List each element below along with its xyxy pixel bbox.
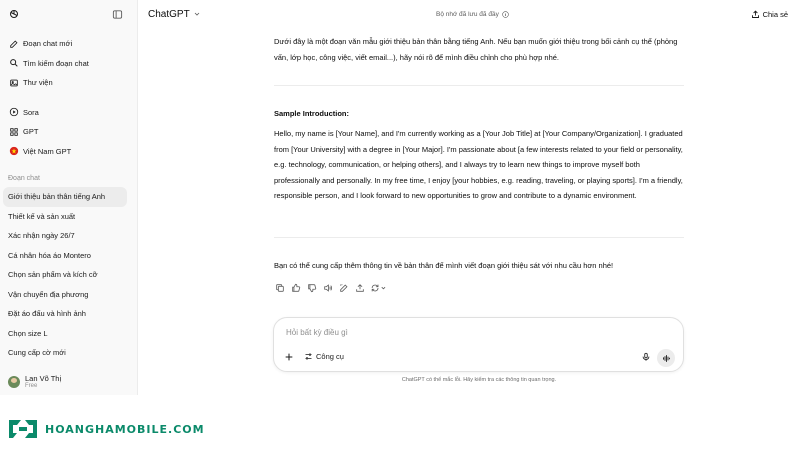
sample-heading: Sample Introduction: (274, 109, 349, 118)
assistant-closing-text: Bạn có thể cung cấp thêm thông tin về bản thân để mình viết đoạn giới thiệu sát với nhu cầu hơn nhé! (274, 261, 614, 270)
brand-logo-icon (6, 418, 40, 440)
library-icon (8, 78, 19, 88)
waveform-icon (662, 354, 671, 363)
chat-item-label: Chọn size L (8, 328, 48, 338)
chat-item[interactable] (0, 285, 137, 305)
microphone-icon[interactable] (641, 352, 651, 362)
message-actions (274, 282, 386, 293)
sidebar-item-label: GPT (23, 127, 39, 137)
share-button[interactable] (751, 10, 788, 19)
chat-item-label: Đặt áo đấu và hình ảnh (8, 309, 86, 319)
composer-input[interactable]: Hỏi bất kỳ điều gì (286, 328, 348, 337)
divider (274, 237, 684, 238)
grid-icon (8, 127, 19, 137)
chats-section-label: Đoạn chat (8, 174, 40, 182)
speaker-icon[interactable] (322, 282, 333, 293)
model-selector[interactable] (148, 9, 201, 20)
sidebar-item-label: Sora (23, 107, 39, 117)
edit-canvas-icon[interactable] (338, 282, 349, 293)
user-profile[interactable] (0, 369, 138, 395)
thumbs-down-icon[interactable] (306, 282, 317, 293)
sidebar-header (0, 0, 137, 28)
chat-item-label: Giới thiệu bản thân tiếng Anh (8, 192, 106, 202)
chat-item[interactable] (0, 207, 137, 227)
share-icon (751, 10, 760, 19)
sidebar-item-search-chats[interactable] (0, 54, 137, 74)
sidebar-item-vietnam-gpt[interactable] (0, 142, 137, 162)
sidebar-item-label: Đoạn chat mới (23, 39, 73, 49)
chat-item-label: Cá nhân hóa áo Montero (8, 250, 91, 260)
topbar (138, 0, 800, 28)
sidebar-item-library[interactable] (0, 73, 137, 93)
chat-item-label: Xác nhận ngày 26/7 (8, 231, 75, 241)
divider (274, 85, 684, 86)
model-name: ChatGPT (148, 8, 190, 20)
assistant-intro-text: Dưới đây là một đoạn văn mẫu giới thiệu bản thân bằng tiếng Anh. Nếu bạn muốn giới thiệu trong bối cảnh cụ thể (phỏng vấn, lớp học, công việc, viết email...), hãy nói rõ để mình điều chỉnh cho phù hợp nhé. (274, 37, 678, 62)
avatar (8, 376, 20, 388)
chat-item-label: Chọn sản phẩm và kích cỡ (8, 270, 98, 280)
chat-item-label: Vận chuyển địa phương (8, 289, 89, 299)
chat-item-active[interactable] (3, 187, 127, 207)
thumbs-up-icon[interactable] (290, 282, 301, 293)
flag-icon (8, 146, 19, 156)
user-name: Lan Võ Thị (25, 374, 62, 383)
brand-watermark (6, 418, 205, 440)
sidebar-item-gpt[interactable] (0, 122, 137, 142)
sidebar-item-label: Thư viện (23, 78, 53, 88)
user-plan: Free (25, 383, 38, 389)
chat-item[interactable] (0, 343, 137, 363)
sidebar (0, 0, 138, 395)
sample-introduction-text: Hello, my name is [Your Name], and I'm currently working as a [Your Job Title] at [Your Company/Organization]. I graduated from [Your University] with a degree in [Your Major]. I'm passionate about [a few interests related to your field or personality, e.g. technology, communication, or helping others], and I always try to learn new things to improve myself both professionally and personally. In my free time, I enjoy [your hobbies, e.g. reading, traveling, or playing sports]. I'm a friendly, responsible person, and I look forward to new opportunities to grow and contribute to a dynamic environment. (274, 129, 683, 200)
chat-item[interactable] (0, 246, 137, 266)
edit-icon (8, 39, 19, 49)
plus-icon[interactable] (284, 352, 294, 362)
search-icon (8, 58, 19, 68)
chat-item[interactable] (0, 304, 137, 324)
openai-logo-icon[interactable] (8, 8, 20, 20)
chat-item-label: Thiết kế và sản xuất (8, 211, 76, 221)
play-icon (8, 107, 19, 117)
info-icon (502, 11, 509, 18)
sidebar-item-new-chat[interactable] (0, 34, 137, 54)
upload-icon[interactable] (354, 282, 365, 293)
message-composer[interactable] (273, 317, 684, 372)
chat-item[interactable] (0, 226, 137, 246)
copy-icon[interactable] (274, 282, 285, 293)
sidebar-toggle-icon[interactable] (112, 9, 123, 20)
tools-icon (304, 352, 313, 361)
tools-label: Công cụ (316, 352, 344, 361)
regenerate-icon[interactable] (370, 282, 386, 293)
share-label: Chia sẻ (762, 9, 788, 19)
chevron-down-icon (193, 10, 201, 18)
chat-item[interactable] (0, 324, 137, 344)
memory-notice-text: Bộ nhớ đã lưu đã đầy (436, 10, 499, 18)
disclaimer-text: ChatGPT có thể mắc lỗi. Hãy kiểm tra các thông tin quan trọng. (401, 377, 557, 383)
chat-item-label: Cung cấp cờ mới (8, 348, 66, 358)
tools-button[interactable] (304, 352, 344, 361)
memory-notice[interactable] (436, 11, 509, 18)
brand-text: HOANGHAMOBILE.COM (45, 422, 205, 436)
sidebar-item-label: Việt Nam GPT (23, 146, 72, 156)
chat-item[interactable] (0, 265, 137, 285)
voice-mode-button[interactable] (657, 349, 675, 367)
sidebar-item-label: Tìm kiếm đoạn chat (23, 58, 89, 68)
sidebar-item-sora[interactable] (0, 103, 137, 123)
